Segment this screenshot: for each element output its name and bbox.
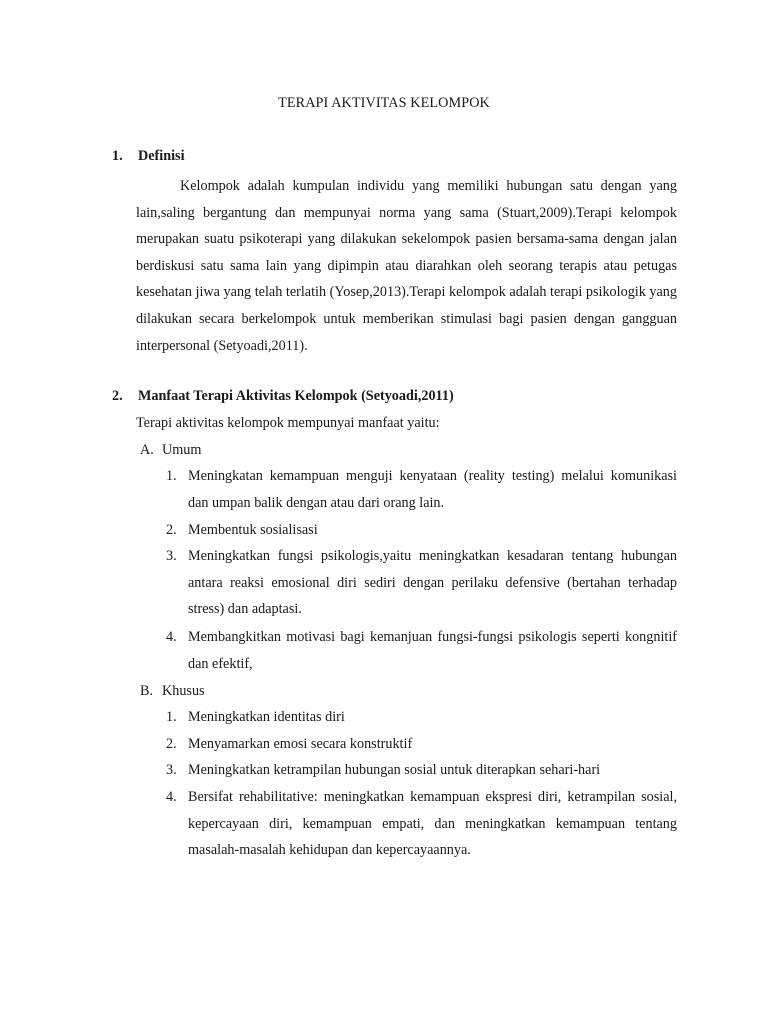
section-number: 2. — [112, 388, 123, 404]
list-item — [166, 517, 677, 544]
subsection-label: Umum — [162, 442, 202, 458]
list-item-text: Bersifat rehabilitative: meningkatkan kemampuan ekspresi diri, ketrampilan sosial, kepercayaan diri, kemampuan empati, dan meningkatkan kemampuan tentang masalah-masalah kehidupan dan kepercayaannya. — [188, 789, 677, 859]
list-item-number: 1. — [166, 468, 177, 484]
section-intro: Terapi aktivitas kelompok mempunyai manfaat yaitu: — [136, 415, 440, 431]
list-item-number: 3. — [166, 548, 177, 564]
list-item — [166, 704, 677, 731]
section-title: Definisi — [138, 148, 185, 164]
section-number: 1. — [112, 148, 123, 164]
list-item — [166, 757, 677, 784]
list-item-number: 2. — [166, 522, 177, 538]
list-item-text: Menyamarkan emosi secara konstruktif — [188, 736, 413, 752]
list-item — [166, 784, 677, 864]
list-item-number: 4. — [166, 629, 177, 645]
list-item-text: Meningkatkan identitas diri — [188, 709, 345, 725]
list-item-text: Membangkitkan motivasi bagi kemanjuan fungsi-fungsi psikologis seperti kongnitif dan efektif, — [188, 629, 677, 672]
list-item-text: Meningkatan kemampuan menguji kenyataan (reality testing) melalui komunikasi dan umpan balik dengan atau dari orang lain. — [188, 468, 677, 511]
definition-paragraph: Kelompok adalah kumpulan individu yang memiliki hubungan satu dengan yang lain,saling bergantung dan mempunyai norma yang sama (Stuart,2009).Terapi kelompok merupakan suatu psikoterapi yang dilakukan sekelompok pasien bersama-sama dengan jalan berdiskusi satu sama lain yang dipimpin atau diarahkan oleh seorang terapis atau petugas kesehatan jiwa yang telah terlatih (Yosep,2013).Terapi kelompok adalah terapi psikologik yang dilakukan secara berkelompok untuk memberikan stimulasi bagi pasien dengan gangguan interpersonal (Setyoadi,2011). — [136, 178, 677, 354]
list-item-number: 3. — [166, 762, 177, 778]
list-item-text: Membentuk sosialisasi — [188, 522, 318, 538]
section-title: Manfaat Terapi Aktivitas Kelompok (Setyoadi,2011) — [138, 388, 454, 404]
list-item-text: Meningkatkan fungsi psikologis,yaitu meningkatkan kesadaran tentang hubungan antara reaksi emosional diri sediri dengan perilaku defensive (bertahan terhadap stress) dan adaptasi. — [188, 548, 677, 618]
list-item — [166, 463, 677, 516]
subsection-letter: B. — [140, 683, 154, 699]
list-item — [166, 543, 677, 623]
list-item-text: Meningkatkan ketrampilan hubungan sosial untuk diterapkan sehari-hari — [188, 762, 601, 778]
list-item-number: 1. — [166, 709, 177, 725]
list-item-number: 2. — [166, 736, 177, 752]
list-item — [166, 731, 677, 758]
list-item — [166, 624, 677, 677]
subsection-letter: A. — [140, 442, 154, 458]
list-item-number: 4. — [166, 789, 177, 805]
document-title: TERAPI AKTIVITAS KELOMPOK — [278, 95, 490, 111]
subsection-label: Khusus — [162, 683, 205, 699]
